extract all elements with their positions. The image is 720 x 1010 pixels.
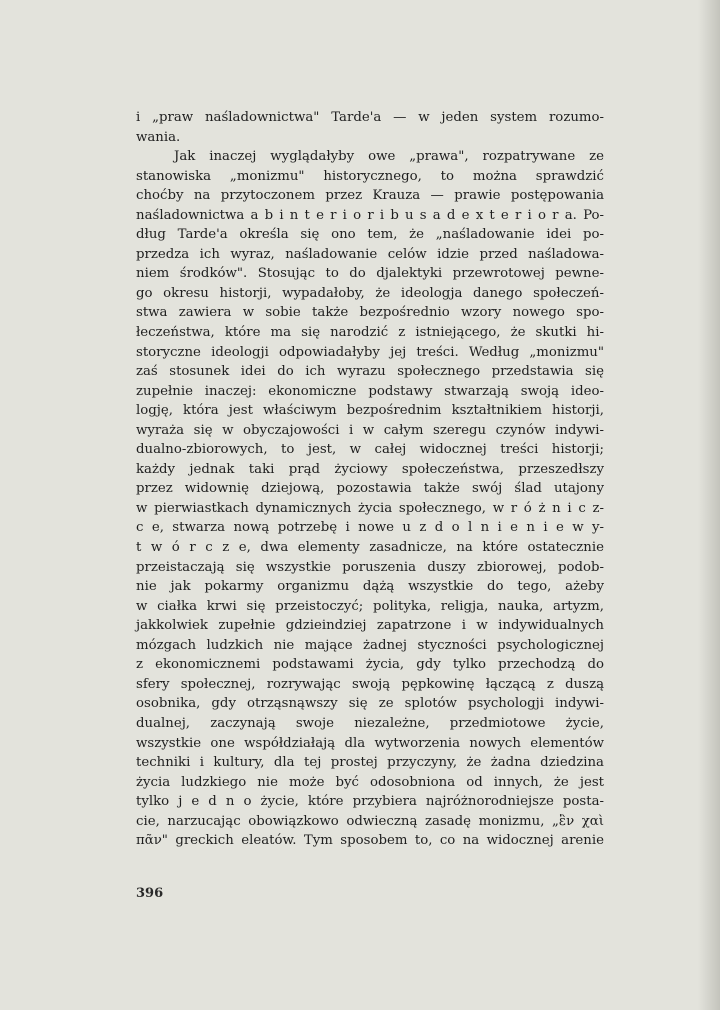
text-line: w ciałka krwi się przeistoczyć; polityka, religja, nauka, artyzm,: [136, 598, 604, 614]
text-line: z ekonomicznemi podstawami życia, gdy tylko przechodzą do: [136, 657, 604, 673]
text-line: naśladownictwa a b i n t e r i o r i b u s a d e x t e r i o r a. Po-: [136, 207, 604, 223]
text-line: i „praw naśladownictwa" Tarde'a — w jeden system rozumo-: [136, 110, 604, 125]
text-line: życia ludzkiego nie może być odosobniona od innych, że jest: [136, 774, 604, 790]
text-line: dług Tarde'a określa się ono tem, że „naśladowanie idei po-: [136, 227, 604, 243]
text-line: logję, która jest właściwym bezpośrednim kształtnikiem historji,: [136, 403, 604, 419]
text-line: πᾶν" greckich eleatów. Tym sposobem to, co na widocznej arenie: [136, 833, 604, 849]
text-line: Jak inaczej wyglądałyby owe „prawa", rozpatrywane ze: [174, 149, 604, 165]
text-line: choćby na przytoczonem przez Krauza — prawie postępowania: [136, 188, 604, 204]
text-line: osobnika, gdy otrząsnąwszy się ze splotów psychologji indywi-: [136, 696, 604, 712]
text-line: stwa zawiera w sobie także bezpośrednio wzory nowego spo-: [136, 305, 604, 321]
text-line: wyraża się w obyczajowości i w całym szeregu czynów indywi-: [136, 422, 604, 438]
text-line: storyczne ideologji odpowiadałyby jej treści. Według „monizmu": [136, 344, 604, 360]
text-line: zupełnie inaczej: ekonomiczne podstawy stwarzają swoją ideo-: [136, 383, 604, 399]
text-line: tylko j e d n o życie, które przybiera najróżnorodniejsze posta-: [136, 794, 604, 810]
text-line: niem środków". Stosując to do djalektyki przewrotowej pewne-: [136, 266, 604, 282]
page-number: 396: [136, 886, 164, 901]
text-line: dualnej, zaczynają swoje niezależne, przedmiotowe życie,: [136, 715, 604, 731]
text-line: sfery społecznej, rozrywając swoją pępkowinę łączącą z duszą: [136, 676, 604, 692]
text-line: przedza ich wyraz, naśladowanie celów idzie przed naśladowa-: [136, 246, 604, 262]
text-line: t w ó r c z e, dwa elementy zasadnicze, na które ostatecznie: [136, 540, 604, 556]
text-line: techniki i kultury, dla tej prostej przyczyny, że żadna dziedzina: [136, 755, 604, 771]
text-line: stanowiska „monizmu" historycznego, to można sprawdzić: [136, 168, 604, 184]
text-line: mózgach ludzkich nie mające żadnej styczności psychologicznej: [136, 637, 604, 653]
text-line: nie jak pokarmy organizmu dążą wszystkie do tego, ażeby: [136, 579, 604, 595]
text-line: przez widownię dziejową, pozostawia także swój ślad utajony: [136, 481, 604, 497]
text-line: zaś stosunek idei do ich wyrazu społecznego przedstawia się: [136, 364, 604, 380]
text-line: każdy jednak taki prąd życiowy społeczeństwa, przeszedłszy: [136, 461, 604, 477]
text-line: cie, narzucając obowiązkowo odwieczną zasadę monizmu, „ἓν χαὶ: [136, 813, 604, 829]
text-line: wszystkie one współdziałają dla wytworzenia nowych elementów: [136, 735, 604, 751]
scan-shadow-edge: [698, 0, 720, 1010]
body-text: [136, 108, 604, 851]
text-line: go okresu historji, wypadałoby, że ideologja danego społeczeń-: [136, 285, 604, 301]
text-line: wania.: [136, 129, 181, 145]
text-line: przeistaczają się wszystkie poruszenia duszy zbiorowej, podob-: [136, 559, 604, 575]
text-line: łeczeństwa, które ma się narodzić z istniejącego, że skutki hi-: [136, 325, 604, 341]
text-line: w pierwiastkach dynamicznych życia społecznego, w r ó ż n i c z-: [136, 500, 604, 516]
text-line: dualno-zbiorowych, to jest, w całej widocznej treści historji;: [136, 442, 604, 458]
text-line: jakkolwiek zupełnie gdzieindziej zapatrzone i w indywidualnych: [136, 618, 604, 634]
text-line: c e, stwarza nową potrzebę i nowe u z d o l n i e n i e w y-: [136, 520, 604, 536]
